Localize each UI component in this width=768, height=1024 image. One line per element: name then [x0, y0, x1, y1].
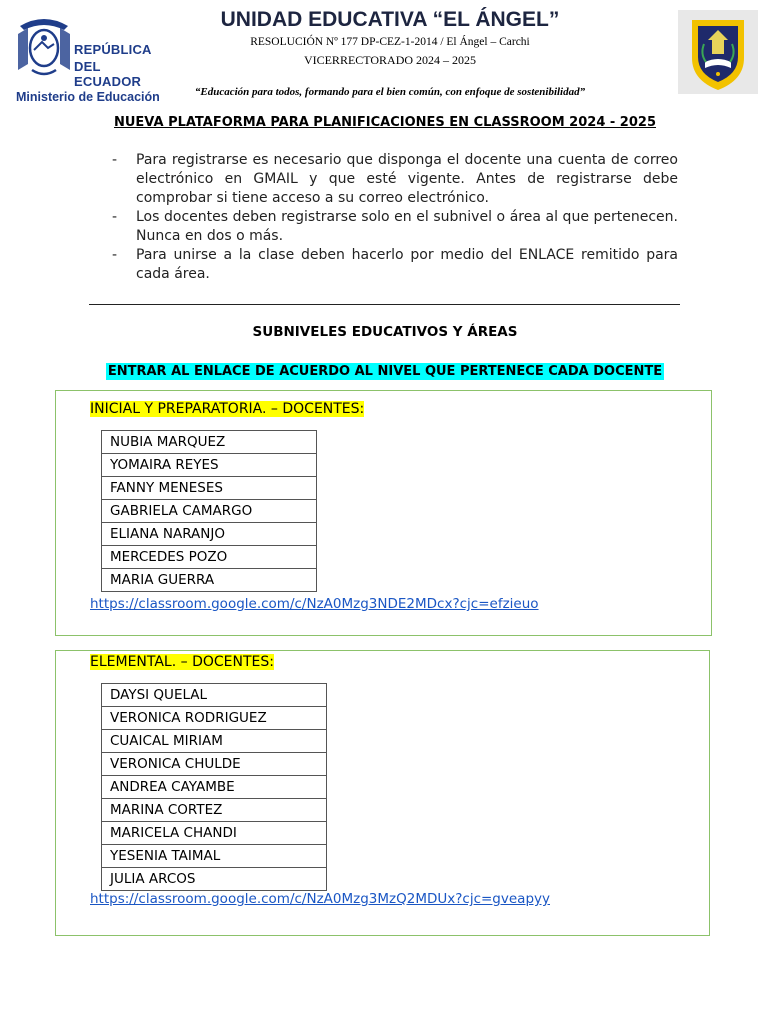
table-row — [102, 822, 327, 845]
table-row — [102, 454, 317, 477]
teacher-name: NUBIA MARQUEZ — [102, 431, 317, 454]
table-row — [102, 477, 317, 500]
divider — [89, 304, 680, 305]
teacher-name: YESENIA TAIMAL — [102, 845, 327, 868]
teacher-name: VERONICA CHULDE — [102, 753, 327, 776]
document-title: NUEVA PLATAFORMA PARA PLANIFICACIONES EN CLASSROOM 2024 - 2025 — [113, 115, 656, 130]
teacher-name: DAYSI QUELAL — [102, 684, 327, 707]
teacher-name: ANDREA CAYAMBE — [102, 776, 327, 799]
table-row — [102, 753, 327, 776]
table-row — [102, 546, 317, 569]
teacher-name: CUAICAL MIRIAM — [102, 730, 327, 753]
school-shield-icon — [678, 10, 758, 94]
table-row — [102, 523, 317, 546]
gov-logo-text-line2: DEL ECUADOR — [74, 59, 142, 89]
instruction-banner-text: ENTRAR AL ENLACE DE ACUERDO AL NIVEL QUE PERTENECE CADA DOCENTE — [107, 364, 663, 379]
table-row — [102, 569, 317, 592]
instruction-item — [112, 246, 678, 284]
teacher-name: YOMAIRA REYES — [102, 454, 317, 477]
teacher-table — [101, 430, 317, 592]
ecuador-coat-of-arms-icon — [14, 14, 74, 84]
section-subheading: SUBNIVELES EDUCATIVOS Y ÁREAS — [252, 324, 518, 340]
instruction-text: Los docentes deben registrarse solo en el subnivel o área al que pertenecen. Nunca en dos o más. — [136, 209, 678, 244]
teacher-name: MARINA CORTEZ — [102, 799, 327, 822]
instruction-item — [112, 208, 678, 246]
teacher-name: ELIANA NARANJO — [102, 523, 317, 546]
table-row — [102, 500, 317, 523]
teacher-name: MARICELA CHANDI — [102, 822, 327, 845]
gov-logo-text-line1: REPÚBLICA — [74, 42, 152, 57]
classroom-link[interactable]: https://classroom.google.com/c/NzA0Mzg3NDE2MDcx?cjc=efzieuo — [90, 596, 539, 612]
section-title-text: ELEMENTAL. – DOCENTES: — [90, 654, 274, 670]
highlighted-instruction — [90, 362, 680, 380]
instruction-text: Para unirse a la clase deben hacerlo por medio del ENLACE remitido para cada área. — [136, 247, 678, 282]
section-inicial-preparatoria — [55, 390, 712, 636]
teacher-table — [101, 683, 327, 891]
teacher-name: MARIA GUERRA — [102, 569, 317, 592]
vicerrectorado-line: VICERRECTORADO 2024 – 2025 — [303, 53, 477, 67]
ecuador-government-logo — [14, 14, 164, 108]
teacher-name: JULIA ARCOS — [102, 868, 327, 891]
table-row — [102, 431, 317, 454]
school-motto: “Educación para todos, formando para el bien común, con enfoque de sostenibilidad” — [194, 86, 586, 98]
school-emblem — [678, 10, 758, 94]
section-title — [90, 654, 274, 670]
section-elemental — [55, 650, 710, 936]
instruction-text: Para registrarse es necesario que disponga el docente una cuenta de correo electrónico en GMAIL y que esté vigente. Antes de registrarse debe comprobar si tiene acceso a su correo electrónico. — [136, 152, 678, 206]
table-row — [102, 868, 327, 891]
table-row — [102, 684, 327, 707]
teacher-name: GABRIELA CAMARGO — [102, 500, 317, 523]
table-row — [102, 845, 327, 868]
instruction-item — [112, 151, 678, 208]
classroom-link[interactable]: https://classroom.google.com/c/NzA0Mzg3MzQ2MDUx?cjc=gveapyy — [90, 891, 550, 907]
table-row — [102, 776, 327, 799]
section-title-text: INICIAL Y PREPARATORIA. – DOCENTES: — [90, 401, 365, 417]
bullet-marker: - — [112, 209, 118, 225]
bullet-marker: - — [112, 247, 118, 263]
table-row — [102, 730, 327, 753]
school-title: UNIDAD EDUCATIVA “EL ÁNGEL” — [220, 8, 560, 31]
instructions-list — [112, 151, 678, 284]
ministry-name: Ministerio de Educación — [16, 90, 160, 104]
table-row — [102, 707, 327, 730]
resolution-line: RESOLUCIÓN Nº 177 DP-CEZ-1-2014 / El Ángel – Carchi — [250, 36, 530, 48]
bullet-marker: - — [112, 152, 118, 168]
teacher-name: FANNY MENESES — [102, 477, 317, 500]
section-title — [90, 401, 364, 417]
teacher-name: MERCEDES POZO — [102, 546, 317, 569]
table-row — [102, 799, 327, 822]
teacher-name: VERONICA RODRIGUEZ — [102, 707, 327, 730]
